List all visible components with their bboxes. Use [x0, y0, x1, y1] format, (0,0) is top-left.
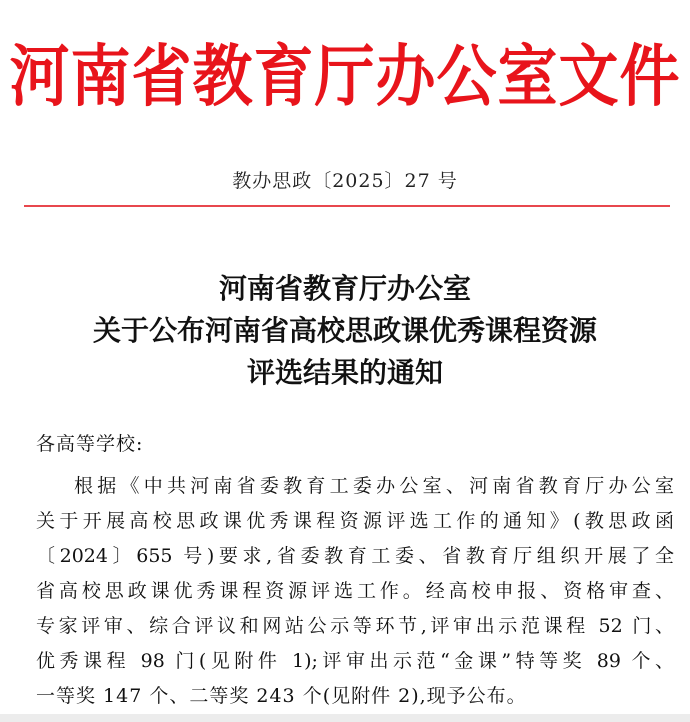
notice-title-line-2: 关于公布河南省高校思政课优秀课程资源 — [92, 314, 597, 347]
body-line-2: 关于开展高校思政课优秀课程资源评选工作的通知》(教思政函 — [36, 510, 674, 532]
page-bottom-edge — [0, 714, 690, 722]
notice-title-line-3: 评选结果的通知 — [246, 356, 443, 389]
body-line-5: 专家评审、综合评议和网站公示等环节,评审出示范课程 52 门、 — [36, 615, 674, 637]
body-line-6: 优秀课程 98 门(见附件 1);评审出示范“金课”特等奖 89 个、 — [36, 650, 674, 672]
body-paragraph — [36, 469, 674, 714]
notice-title-line-1: 河南省教育厅办公室 — [218, 272, 471, 305]
body-line-4: 省高校思政课优秀课程资源评选工作。经高校申报、资格审查、 — [36, 580, 674, 602]
masthead-title: 河南省教育厅办公室文件 — [9, 37, 681, 117]
red-divider-line — [24, 205, 670, 207]
document-number: 教办思政〔2025〕27 号 — [232, 170, 458, 192]
notice-title — [0, 268, 690, 394]
body-line-7: 一等奖 147 个、二等奖 243 个(见附件 2),现予公布。 — [36, 685, 527, 707]
salutation: 各高等学校: — [36, 433, 144, 455]
body-line-3: 〔2024〕655 号)要求,省委教育工委、省教育厅组织开展了全 — [36, 545, 674, 567]
body-line-1: 根据《中共河南省委教育工委办公室、河南省教育厅办公室 — [74, 475, 674, 497]
